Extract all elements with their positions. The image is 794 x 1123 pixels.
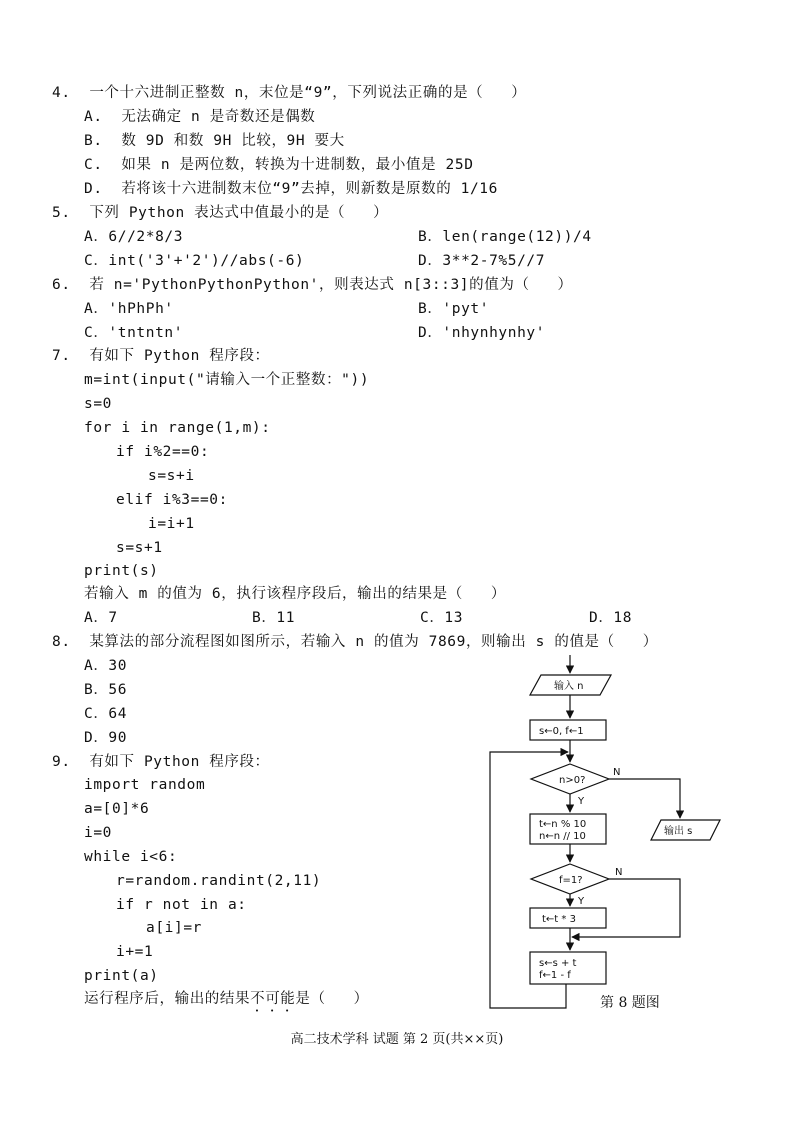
figure-caption: 第 8 题图 [600,995,660,1011]
q7-code-line: i=i+1 [148,516,195,532]
q8-option-b: B．56 [84,682,128,698]
q8-option-d: D．90 [84,730,128,746]
q4-stem: 4. 一个十六进制正整数 n，末位是“9”，下列说法正确的是（ ） [52,85,527,101]
flow-no-label: N [613,767,621,778]
q5-stem: 5. 下列 Python 表达式中值最小的是（ ） [52,205,389,221]
flow-cond1-label: n>0? [559,775,586,786]
q7-code-line: if i%2==0: [116,444,210,460]
q6-option-a: A．'hPhPh' [84,301,174,317]
q4-option-b: B. 数 9D 和数 9H 比较，9H 要大 [84,133,345,149]
q6-option-b: B．'pyt' [418,301,490,317]
q8-option-c: C．64 [84,706,128,722]
q9-ask-suffix: 是（ ） [295,991,369,1007]
q4-option-c: C. 如果 n 是两位数，转换为十进制数，最小值是 25D [84,157,474,173]
q9-ask-emphasis: 不可能 [250,991,296,1007]
q7-code-line: s=s+1 [116,540,163,556]
q7-option-d: D．18 [589,610,633,626]
q4-option-a: A. 无法确定 n 是奇数还是偶数 [84,109,316,125]
q9-code-line: r=random.randint(2,11) [116,873,322,889]
q6-option-d: D．'nhynhynhy' [418,325,546,341]
q7-stem: 7. 有如下 Python 程序段： [52,348,270,364]
q7-option-a: A．7 [84,610,118,626]
q9-code-line: i=0 [84,825,112,841]
q7-code-line: print(s) [84,563,159,579]
q9-code-line: print(a) [84,968,159,984]
q6-stem: 6. 若 n='PythonPythonPython'，则表达式 n[3::3]的值为（ ） [52,277,573,293]
q9-code-line: while i<6: [84,849,178,865]
q9-ask-prefix: 运行程序后，输出的结果 [84,991,251,1007]
flow-calc1-label: t←n % 10 [539,819,587,830]
q5-option-d: D．3**2-7%5//7 [418,253,546,269]
q7-code-line: s=s+i [148,468,195,484]
q7-code-line: s=0 [84,396,112,412]
q9-code-line: import random [84,777,206,793]
flow-input-label: 输入 n [554,681,584,692]
flow-mul-label: t←t * 3 [542,914,576,925]
q7-ask: 若输入 m 的值为 6，执行该程序段后，输出的结果是（ ） [84,586,506,602]
q7-code-line: elif i%3==0: [116,492,228,508]
q6-option-c: C．'tntntn' [84,325,184,341]
q5-option-a: A．6//2*8/3 [84,229,184,245]
q8-stem: 8. 某算法的部分流程图如图所示，若输入 n 的值为 7869，则输出 s 的值是（ ） [52,634,658,650]
q5-option-b: B．len(range(12))/4 [418,229,592,245]
flow-yes-label: Y [578,796,585,807]
flow-cond2-label: f=1? [559,875,583,886]
flow-upd2-label: f←1 - f [539,970,571,981]
flow-init-label: s←0, f←1 [539,726,584,737]
no-branch-line [609,779,680,818]
q5-option-c: C．int('3'+'2')//abs(-6) [84,253,305,269]
q8-option-a: A．30 [84,658,128,674]
q9-stem: 9. 有如下 Python 程序段： [52,754,270,770]
q7-option-b: B．11 [252,610,296,626]
flow-upd1-label: s←s + t [539,958,577,969]
q7-option-c: C．13 [420,610,464,626]
flow-calc2-label: n←n // 10 [539,831,586,842]
q9-code-line: a=[0]*6 [84,801,150,817]
q9-code-line: a[i]=r [146,920,202,936]
flow-no-label: N [615,867,623,878]
q7-code-line: for i in range(1,m): [84,420,271,436]
page-footer: 高二技术学科 试题 第 2 页(共××页) [290,1032,504,1047]
q7-code-line: m=int(input("请输入一个正整数：")) [84,372,370,388]
flow-yes-label: Y [578,896,585,907]
flow-output-label: 输出 s [664,826,693,837]
q9-code-line: i+=1 [116,944,154,960]
q9-code-line: if r not in a: [116,897,247,913]
q4-option-d: D. 若将该十六进制数末位“9”去掉，则新数是原数的 1/16 [84,181,498,197]
